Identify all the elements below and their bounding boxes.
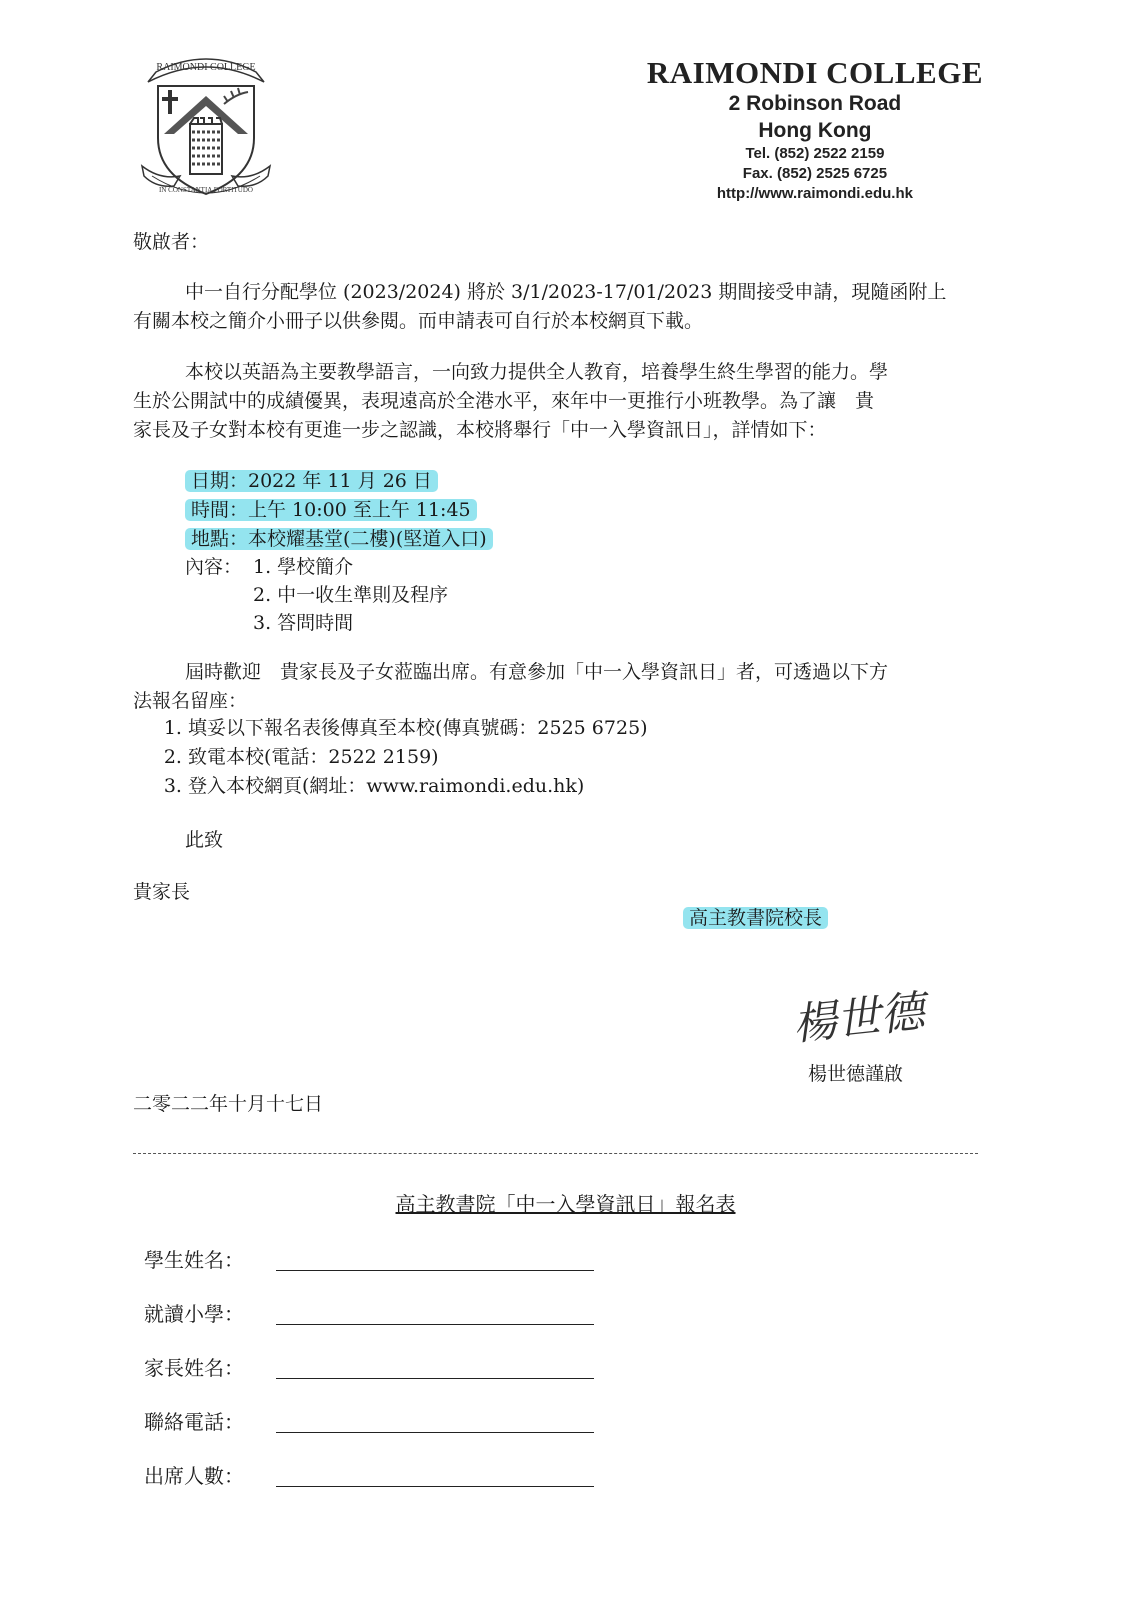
address-line-1: 2 Robinson Road xyxy=(728,92,902,115)
salutation: 敬啟者： xyxy=(133,231,210,253)
letter-date: 二零二二年十月十七日 xyxy=(133,1093,324,1115)
contact-phone-label: 聯絡電話： xyxy=(144,1410,244,1434)
school-name: RAIMONDI COLLEGE xyxy=(646,55,983,90)
telephone: Tel. (852) 2522 2159 xyxy=(745,145,885,162)
crest-top-text: RAIMONDI COLLEGE xyxy=(156,62,256,73)
crest-motto: IN CONSTANTIA FORTITUDO xyxy=(159,186,253,194)
signature: 楊世德 xyxy=(790,986,927,1051)
cut-line xyxy=(133,1153,978,1154)
registration-methods xyxy=(150,714,648,801)
school-crest-logo xyxy=(140,48,272,204)
recipient: 貴家長 xyxy=(133,881,191,903)
paragraph-3 xyxy=(133,658,983,716)
para2-line3: 家長及子女對本校有更進一步之認識，本校將舉行「中一入學資訊日」，詳情如下： xyxy=(133,419,827,441)
event-venue: 地點：本校耀基堂(二樓)(堅道入口) xyxy=(185,528,493,550)
event-date: 日期：2022 年 11 月 26 日 xyxy=(185,470,438,492)
para2-line2: 生於公開試中的成績優異，表現遠高於全港水平，來年中一更推行小班教學。為了讓 貴 xyxy=(133,390,875,412)
address-line-2: Hong Kong xyxy=(758,119,872,142)
content-list xyxy=(253,553,448,637)
para1-line1: 中一自行分配學位 (2023/2024) 將於 3/1/2023-17/01/2023 期間接受申請，現隨函附上 xyxy=(185,281,947,303)
website[interactable]: http://www.raimondi.edu.hk xyxy=(716,185,913,202)
primary-school-label: 就讀小學： xyxy=(144,1302,244,1326)
content-item: 1. 學校簡介 xyxy=(253,556,354,578)
method-item: 1. 填妥以下報名表後傳真至本校(傳真號碼：2525 6725) xyxy=(188,714,648,743)
signer-title: 高主教書院校長 xyxy=(683,907,828,929)
primary-school-field[interactable] xyxy=(276,1324,594,1325)
attendees-field[interactable] xyxy=(276,1486,594,1487)
parent-name-field[interactable] xyxy=(276,1378,594,1379)
method-item: 2. 致電本校(電話：2522 2159) xyxy=(188,743,648,772)
student-name-label: 學生姓名： xyxy=(144,1248,244,1272)
fax: Fax. (852) 2525 6725 xyxy=(742,165,888,182)
event-details xyxy=(185,467,493,554)
attendees-label: 出席人數： xyxy=(144,1464,244,1488)
event-time: 時間：上午 10:00 至上午 11:45 xyxy=(185,499,477,521)
student-name-field[interactable] xyxy=(276,1270,594,1271)
event-content xyxy=(185,553,448,637)
para3-line1: 屆時歡迎 貴家長及子女蒞臨出席。有意參加「中一入學資訊日」者，可透過以下方 xyxy=(185,661,889,683)
parent-name-label: 家長姓名： xyxy=(144,1356,244,1380)
content-label: 內容： xyxy=(185,556,243,578)
para3-line2: 法報名留座： xyxy=(133,690,248,712)
signer-name: 楊世德謹啟 xyxy=(808,1063,904,1085)
letterhead xyxy=(647,56,983,204)
paragraph-2 xyxy=(133,358,983,445)
content-item: 2. 中一收生準則及程序 xyxy=(253,584,449,606)
contact-phone-field[interactable] xyxy=(276,1432,594,1433)
para2-line1: 本校以英語為主要教學語言，一向致力提供全人教育，培養學生終生學習的能力。學 xyxy=(185,361,889,383)
form-title: 高主教書院「中一入學資訊日」報名表 xyxy=(395,1192,736,1216)
content-item: 3. 答問時間 xyxy=(253,612,354,634)
method-item: 3. 登入本校網頁(網址：www.raimondi.edu.hk) xyxy=(188,772,648,801)
paragraph-1 xyxy=(133,278,983,336)
para1-line2: 有關本校之簡介小冊子以供參閱。而申請表可自行於本校網頁下載。 xyxy=(133,310,704,332)
closing: 此致 xyxy=(185,829,224,851)
